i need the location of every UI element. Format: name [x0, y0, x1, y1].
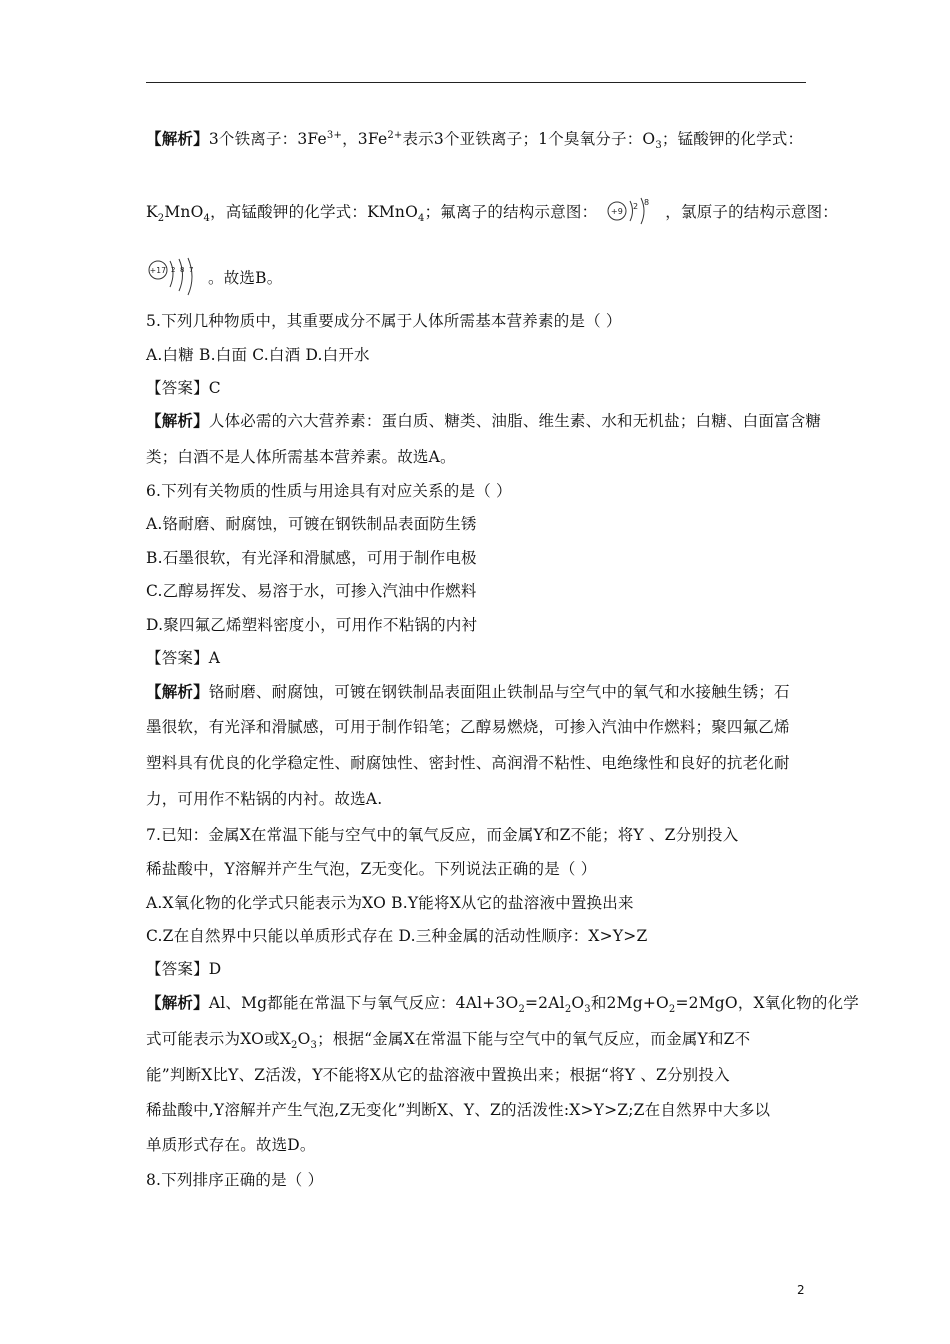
chlorine-nucleus-label: +17	[149, 266, 167, 275]
q7-stem-line-2: 稀盐酸中，Y溶解并产生气泡，Z无变化。下列说法正确的是（ ）	[146, 860, 597, 878]
q6-option-d: D.聚四氟乙烯塑料密度小，可用作不粘锅的内衬	[146, 616, 478, 634]
subscript: 4	[418, 213, 425, 225]
chlorine-shell-2: 8	[180, 266, 185, 274]
subscript: 2	[668, 1004, 676, 1016]
fluoride-shell-2: 8	[644, 198, 650, 207]
subscript: 3	[310, 1040, 318, 1052]
q6-analysis-line-4: 力，可用作不粘锅的内衬。故选A.	[146, 790, 383, 808]
superscript: 3+	[326, 129, 343, 141]
superscript: 2+	[387, 129, 403, 141]
q7-analysis-line-2	[146, 1029, 751, 1052]
q7-options-line-2: C.Z在自然界中只能以单质形式存在 D.三种金属的活动性顺序：X>Y>Z	[146, 927, 648, 945]
subscript: 2	[291, 1040, 298, 1052]
q5-answer: 【答案】C	[146, 379, 221, 397]
text: O	[571, 994, 585, 1012]
subscript: 2	[518, 1004, 525, 1016]
q6-analysis-line-3: 塑料具有优良的化学稳定性、耐腐蚀性、密封性、高润滑不粘性、电绝缘性和良好的抗老化耐	[146, 754, 790, 772]
chlorine-shell-3: 7	[189, 266, 194, 274]
text: 人体必需的六大营养素：蛋白质、糖类、油脂、维生素、水和无机盐；白糖、白面富含糖	[208, 412, 822, 430]
q7-answer: 【答案】D	[146, 960, 222, 978]
text: MnO	[164, 203, 204, 221]
text: ；锰酸钾的化学式：	[661, 130, 804, 148]
chlorine-shell-1: 2	[171, 266, 176, 274]
q7-stem-line-1: 7.已知：金属X在常温下能与空气中的氧气反应，而金属Y和Z不能；将Y 、Z分别投入	[146, 826, 739, 844]
prev-analysis-line-1	[146, 129, 804, 152]
text: ；根据“金属X在常温下能与空气中的氧气反应，而金属Y和Z不	[317, 1030, 751, 1048]
header-rule	[146, 82, 806, 83]
q7-analysis-line-1	[146, 993, 859, 1016]
prev-analysis-line-3	[146, 257, 282, 297]
subscript: 4	[203, 213, 211, 225]
text: 表示3个亚铁离子；1个臭氧分子：O	[402, 130, 656, 148]
q6-analysis-line-1	[146, 682, 790, 702]
text: 和2Mg+O	[590, 994, 669, 1012]
analysis-label: 【解析】	[146, 129, 209, 148]
q8-stem: 8.下列排序正确的是（ ）	[146, 1171, 324, 1189]
analysis-label: 【解析】	[146, 993, 209, 1012]
text: K	[146, 203, 158, 221]
text: O	[297, 1030, 311, 1048]
q6-option-b: B.石墨很软，有光泽和滑腻感，可用于制作电极	[146, 549, 477, 567]
q5-analysis-line-2: 类；白酒不是人体所需基本营养素。故选A。	[146, 448, 456, 466]
prev-analysis-line-2	[146, 193, 838, 229]
chlorine-atom-diagram	[146, 257, 206, 297]
q6-answer: 【答案】A	[146, 649, 221, 667]
subscript: 3	[584, 1004, 591, 1016]
page-number: 2	[797, 1283, 805, 1297]
q7-analysis-line-5: 单质形式存在。故选D。	[146, 1136, 316, 1154]
q7-options-line-1: A.X氧化物的化学式只能表示为XO B.Y能将X从它的盐溶液中置换出来	[146, 894, 634, 912]
text: ，氯原子的结构示意图：	[665, 203, 838, 221]
text: 铬耐磨、耐腐蚀，可镀在钢铁制品表面阻止铁制品与空气中的氧气和水接触生锈；石	[208, 683, 790, 701]
text: Al、Mg都能在常温下与氧气反应：4Al+3O	[208, 994, 519, 1012]
text: =2Al	[525, 994, 565, 1012]
text: 3个铁离子：3Fe	[208, 130, 327, 148]
text: 。故选B。	[208, 269, 283, 287]
q6-option-c: C.乙醇易挥发、易溶于水，可掺入汽油中作燃料	[146, 582, 477, 600]
text: ，3Fe	[342, 130, 388, 148]
text: ，高锰酸钾的化学式：KMnO	[210, 203, 419, 221]
text: 式可能表示为XO或X	[146, 1030, 292, 1048]
q5-options: A.白糖 B.白面 C.白酒 D.白开水	[146, 346, 370, 364]
q5-stem: 5.下列几种物质中，其重要成分不属于人体所需基本营养素的是（ ）	[146, 312, 622, 330]
fluoride-nucleus-label: +9	[611, 207, 624, 216]
analysis-label: 【解析】	[146, 411, 209, 430]
fluoride-shell-1: 2	[633, 202, 639, 211]
subscript: 2	[157, 213, 165, 225]
q6-option-a: A.铬耐磨、耐腐蚀，可镀在钢铁制品表面防生锈	[146, 515, 477, 533]
fluoride-ion-diagram	[603, 193, 659, 229]
subscript: 3	[655, 140, 662, 152]
text: =2MgO，X氧化物的化学	[675, 994, 859, 1012]
q6-stem: 6.下列有关物质的性质与用途具有对应关系的是（ ）	[146, 482, 512, 500]
q7-analysis-line-3: 能”判断X比Y、Z活泼，Y不能将X从它的盐溶液中置换出来；根据“将Y 、Z分别投入	[146, 1066, 730, 1084]
q7-analysis-line-4: 稀盐酸中,Y溶解并产生气泡,Z无变化”判断X、Y、Z的活泼性:X>Y>Z;Z在自然界中大多以	[146, 1101, 771, 1119]
analysis-label: 【解析】	[146, 682, 209, 701]
text: ；氟离子的结构示意图：	[424, 203, 598, 221]
q6-analysis-line-2: 墨很软，有光泽和滑腻感，可用于制作铅笔；乙醇易燃烧，可掺入汽油中作燃料；聚四氟乙烯	[146, 718, 790, 736]
subscript: 2	[564, 1004, 572, 1016]
q5-analysis-line-1	[146, 411, 821, 431]
